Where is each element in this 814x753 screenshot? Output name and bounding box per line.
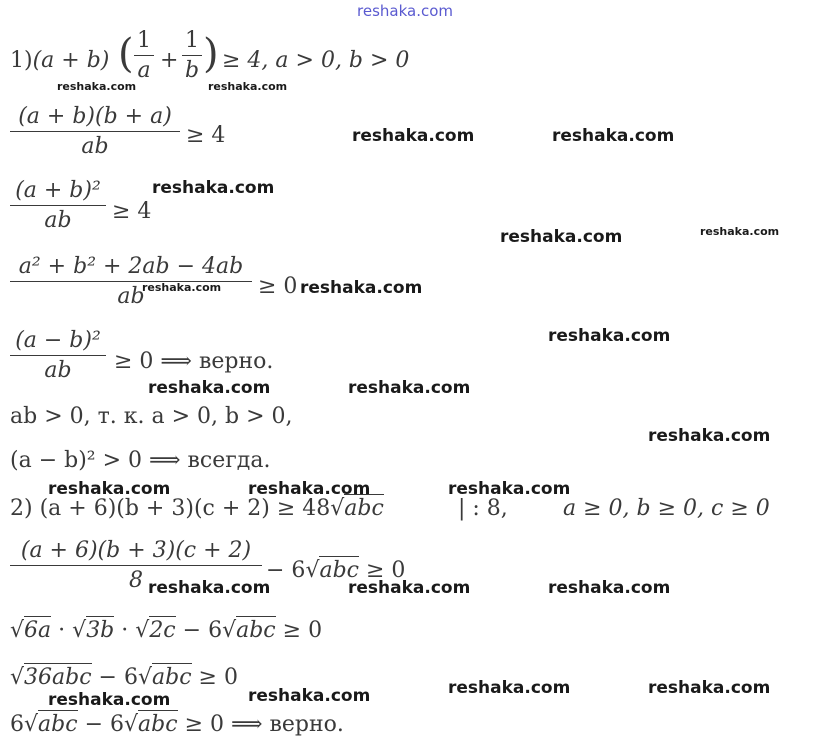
part2-step3 [10, 667, 238, 689]
part1-step1-rhs: ≥ 4 [186, 123, 226, 148]
fraction-numerator: a² + b² + 2ab − 4ab [18, 254, 244, 279]
part2-step4-minus: − 6 [84, 712, 124, 737]
sqrt-symbol: √ [305, 558, 320, 583]
watermark: reshaka.com [548, 326, 671, 346]
part2-step3-minus: − 6 [98, 665, 138, 690]
sqrt-symbol: √ [330, 496, 345, 521]
sqrt-symbol: √ [10, 618, 25, 643]
part1-line1-expr: (a + b) [32, 48, 110, 73]
watermark: reshaka.com [448, 479, 571, 499]
watermark: reshaka.com [148, 578, 271, 598]
part1-step4-rhs: ≥ 0 ⟹ верно. [114, 349, 274, 374]
watermark: reshaka.com [152, 178, 275, 198]
part2-step4-rhs: ≥ 0 ⟹ верно. [184, 712, 344, 737]
fraction-denominator: ab [117, 284, 145, 309]
sqrt-symbol: √ [10, 665, 25, 690]
part2-step2-minus: − 6 [182, 618, 223, 643]
sqrt-symbol: √ [24, 712, 39, 737]
part2-step2 [10, 620, 322, 642]
fraction-denominator: b [184, 58, 200, 83]
part2-step3-sqrt-1: 36abc [24, 665, 92, 690]
part1-step2-rhs: ≥ 4 [112, 199, 152, 224]
fraction-denominator: ab [44, 358, 72, 383]
part1-line1 [10, 50, 109, 72]
watermark: reshaka.com [57, 80, 137, 93]
part1-label: 1) [10, 48, 33, 73]
fraction-denominator: ab [44, 208, 72, 233]
part1-line1-conditions: ≥ 4, a > 0, b > 0 [222, 48, 410, 73]
sqrt-symbol: √ [135, 618, 150, 643]
part1-note-2: (a − b)² > 0 ⟹ всегда. [10, 448, 271, 473]
fraction-denominator: 8 [129, 568, 143, 593]
fraction-bar [10, 565, 262, 566]
watermark: reshaka.com [48, 479, 171, 499]
part2-line1-sqrt: abc [344, 496, 384, 521]
watermark: reshaka.com [500, 227, 623, 247]
part2-line1 [10, 498, 384, 520]
fraction-numerator: 1 [185, 28, 199, 53]
watermark: reshaka.com [700, 225, 780, 238]
watermark: reshaka.com [248, 686, 371, 706]
part2-line1-divide: | : 8, [458, 496, 508, 521]
watermark: reshaka.com [48, 690, 171, 710]
fraction-denominator: a [137, 58, 151, 83]
part2-step3-sqrt-2: abc [152, 665, 192, 690]
fraction-bar [134, 55, 154, 56]
fraction-numerator: (a + b)(b + a) [18, 104, 172, 129]
watermark: reshaka.com [548, 578, 671, 598]
part2-step4 [10, 714, 344, 736]
part2-step1-sqrt: abc [319, 558, 359, 583]
fraction-numerator: (a + 6)(b + 3)(c + 2) [20, 538, 252, 563]
part2-step4-coef: 6 [10, 712, 24, 737]
part2-step2-rhs: ≥ 0 [282, 618, 323, 643]
part2-step3-rhs: ≥ 0 [198, 665, 238, 690]
watermark: reshaka.com [208, 80, 288, 93]
fraction-bar [10, 131, 180, 132]
part1-note-1: ab > 0, т. к. a > 0, b > 0, [10, 404, 293, 429]
watermark: reshaka.com [348, 378, 471, 398]
dot-operator: · [58, 618, 66, 643]
watermark: reshaka.com [248, 479, 371, 499]
part2-step2-sqrt-1: 6a [24, 618, 52, 643]
close-paren: ) [203, 31, 219, 77]
watermark: reshaka.com [148, 378, 271, 398]
watermark: reshaka.com [348, 578, 471, 598]
part2-step2-sqrt-2: 3b [86, 618, 115, 643]
watermark: reshaka.com [352, 126, 475, 146]
watermark-top: reshaka.com [357, 2, 453, 20]
fraction-1-over-a [134, 30, 154, 82]
fraction-bar [10, 205, 106, 206]
fraction-bar [182, 55, 202, 56]
part2-step1-minus: − 6 [266, 558, 306, 583]
fraction-numerator: (a − b)² [15, 328, 101, 353]
watermark: reshaka.com [648, 678, 771, 698]
fraction-1-over-b [182, 30, 202, 82]
watermark: reshaka.com [552, 126, 675, 146]
fraction-numerator: 1 [137, 28, 151, 53]
sqrt-symbol: √ [124, 712, 139, 737]
part1-step2-fraction [10, 180, 106, 232]
part2-line1-conditions: a ≥ 0, b ≥ 0, c ≥ 0 [563, 496, 770, 521]
watermark: reshaka.com [448, 678, 571, 698]
part1-step3-rhs: ≥ 0 [258, 274, 298, 299]
part2-step4-sqrt-1: abc [38, 712, 78, 737]
part2-step4-sqrt-2: abc [138, 712, 178, 737]
fraction-denominator: ab [81, 134, 109, 159]
dot-operator: · [121, 618, 129, 643]
open-paren: ( [118, 31, 134, 77]
part1-step4-fraction [10, 330, 106, 382]
watermark: reshaka.com [142, 281, 222, 294]
part2-line1-expr: 2) (a + 6)(b + 3)(c + 2) ≥ 48 [10, 496, 331, 521]
part2-step2-sqrt-4: abc [236, 618, 276, 643]
sqrt-symbol: √ [222, 618, 237, 643]
plus-sign: + [160, 48, 179, 73]
fraction-numerator: (a + b)² [15, 178, 101, 203]
part1-step1-fraction [10, 106, 180, 158]
part2-step2-sqrt-3: 2c [149, 618, 176, 643]
watermark: reshaka.com [300, 278, 423, 298]
fraction-bar [10, 355, 106, 356]
part2-step1-rhs: ≥ 0 [366, 558, 406, 583]
sqrt-symbol: √ [137, 665, 153, 690]
watermark: reshaka.com [648, 426, 771, 446]
sqrt-symbol: √ [72, 618, 87, 643]
